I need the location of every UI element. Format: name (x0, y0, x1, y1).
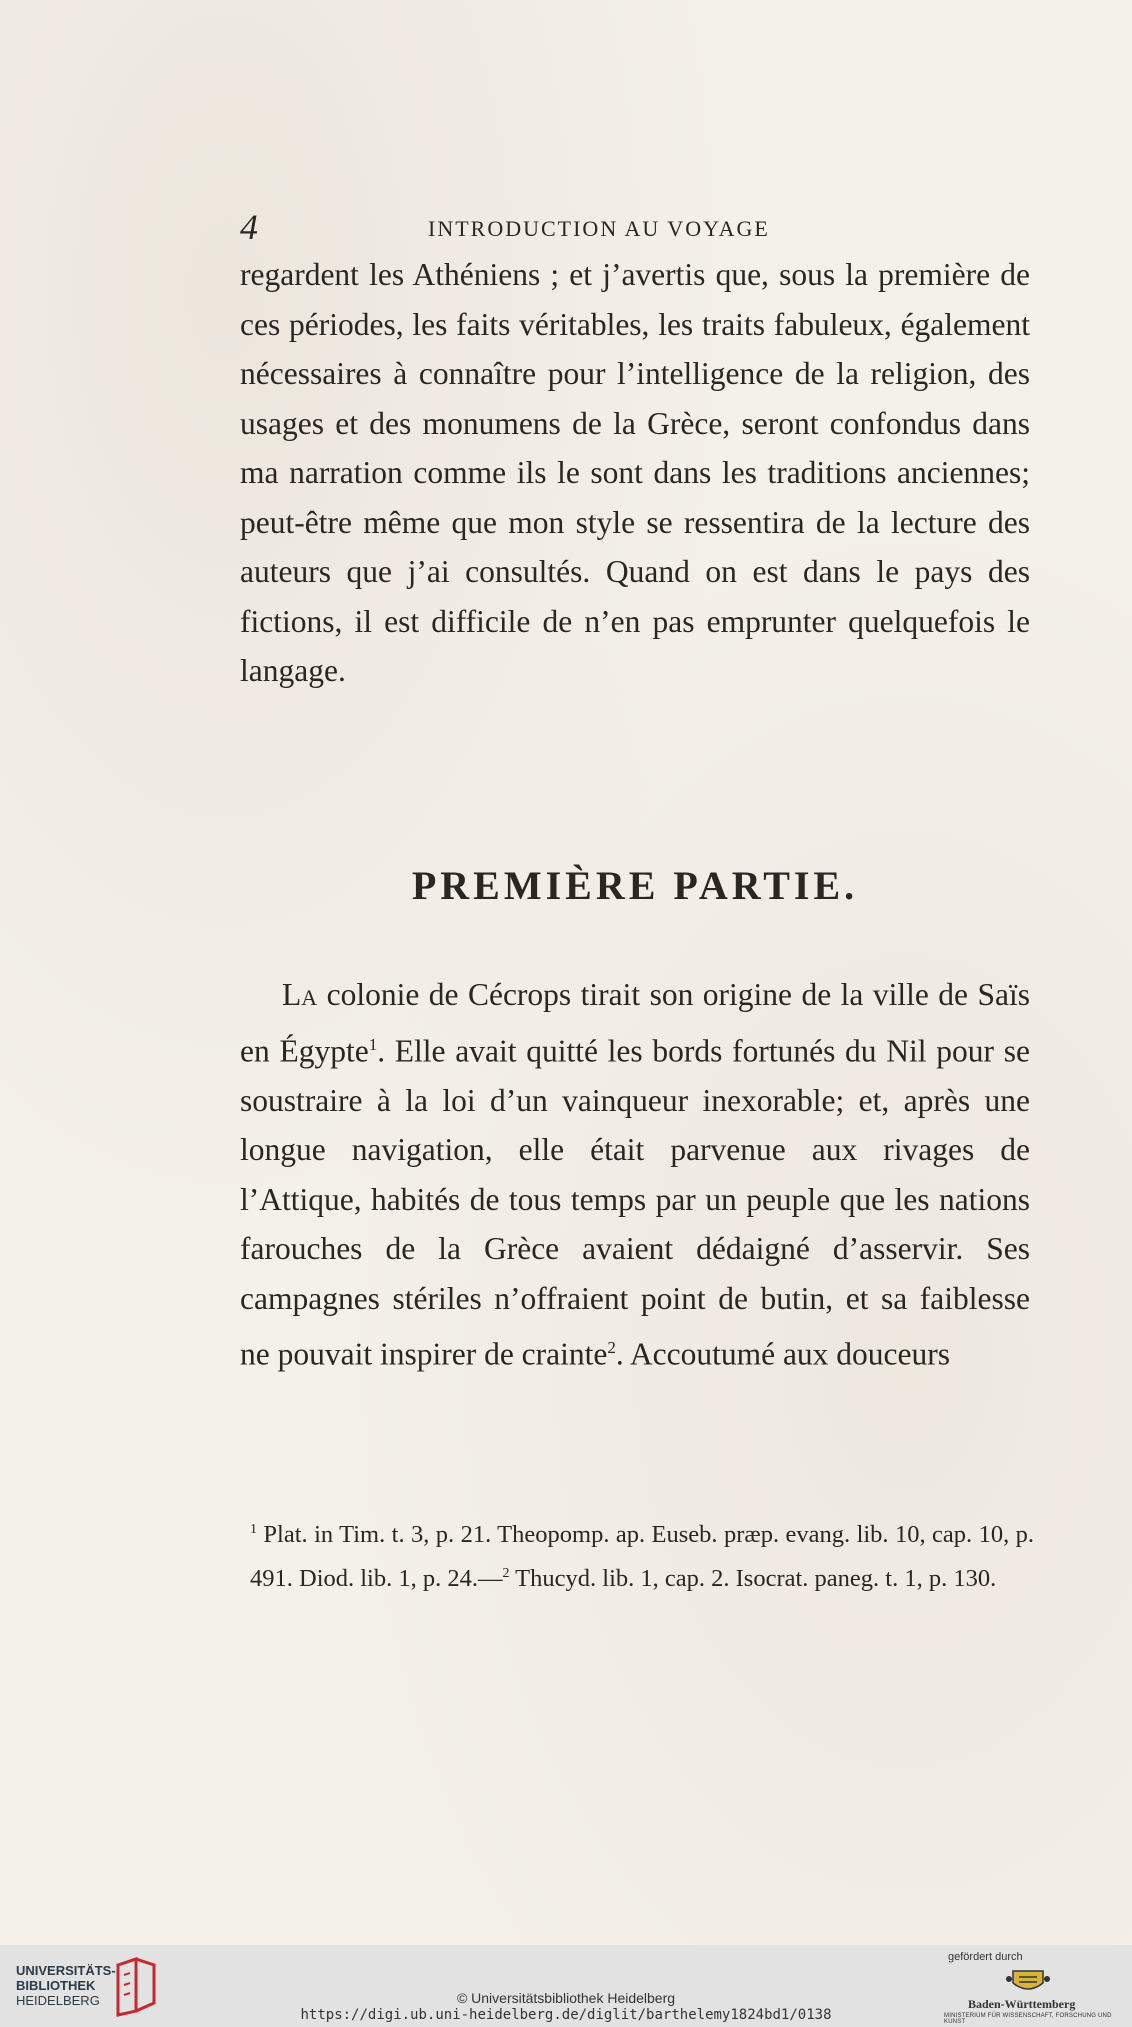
paragraph-text-a: colonie de Cécrops tirait son origine de la ville de Saïs en Égypte (240, 977, 1030, 1068)
state-coat-of-arms-icon (1005, 1967, 1051, 1995)
library-name-line1: UNIVERSITÄTS- (16, 1963, 116, 1978)
section-heading: PREMIÈRE PARTIE. (411, 863, 859, 908)
footnote-text-2: Thucyd. lib. 1, cap. 2. Isocrat. paneg. t. 1, p. 130. (509, 1565, 997, 1593)
footnote-ref-2: 2 (607, 1338, 616, 1357)
permalink-url[interactable]: https://digi.ub.uni-heidelberg.de/diglit/barthelemy1824bd1/0138 (300, 2007, 832, 2023)
body-paragraph-1: regardent les Athéniens ; et j’avertis que, sous la première de ces périodes, les faits véritables, les traits fabuleux, également nécessaires à connaître pour l’intelligence de la religion, des usages et des monumens de la Grèce, seront confondus dans ma narration comme ils le sont dans les traditions anciennes; peut-être même que mon style se ressentira de la lecture des auteurs que j’ai consultés. Quand on est dans le pays des fictions, il est difficile de n’en pas emprunter quelquefois le langage. (240, 257, 1030, 688)
body-paragraph-2 (240, 970, 1030, 1379)
page-number: 4 (240, 207, 258, 247)
paragraph-text-b: . Elle avait quitté les bords fortunés du Nil pour se soustraire à la loi d’un vainqueur inexorable; et, après une longue navigation, elle était parvenue aux rivages de l’Attique, habités de tous temps par un peuple que les nations farouches de la Grèce avaient dédaigné d’asservir. Ses campagnes stériles n’offraient point de butin, et sa faiblesse ne pouvait inspirer de crainte (240, 1033, 1030, 1372)
footnote-number-2: 2 (502, 1566, 510, 1582)
paragraph-lead-word: La (282, 977, 318, 1012)
library-name-line2: BIBLIOTHEK (16, 1978, 96, 1993)
sponsor-subtitle: MINISTERIUM FÜR WISSENSCHAFT, FORSCHUNG UND KUNST (944, 2013, 1112, 2025)
footnotes (250, 1510, 1034, 1598)
footnote-ref-1: 1 (368, 1034, 378, 1054)
footnote-text-1: Plat. in Tim. t. 3, p. 21. Theopomp. ap. Euseb. præp. evang. lib. 10, cap. 10, p. 491. Diod. lib. 1, p. 24.— (250, 1521, 1034, 1593)
sponsor-label: gefördert durch (948, 1951, 1023, 1963)
viewer-footer (0, 1945, 1132, 2027)
paragraph-text-c: . Accoutumé aux douceurs (615, 1336, 951, 1372)
page-header (240, 207, 1030, 250)
footnote-number-1: 1 (250, 1522, 257, 1537)
copyright-notice: © Universitätsbibliothek Heidelberg (456, 1990, 676, 2006)
library-name-line3: HEIDELBERG (16, 1993, 100, 2008)
running-title: INTRODUCTION AU VOYAGE (428, 216, 770, 241)
sponsor-name: Baden-Württemberg (968, 1997, 1076, 2011)
